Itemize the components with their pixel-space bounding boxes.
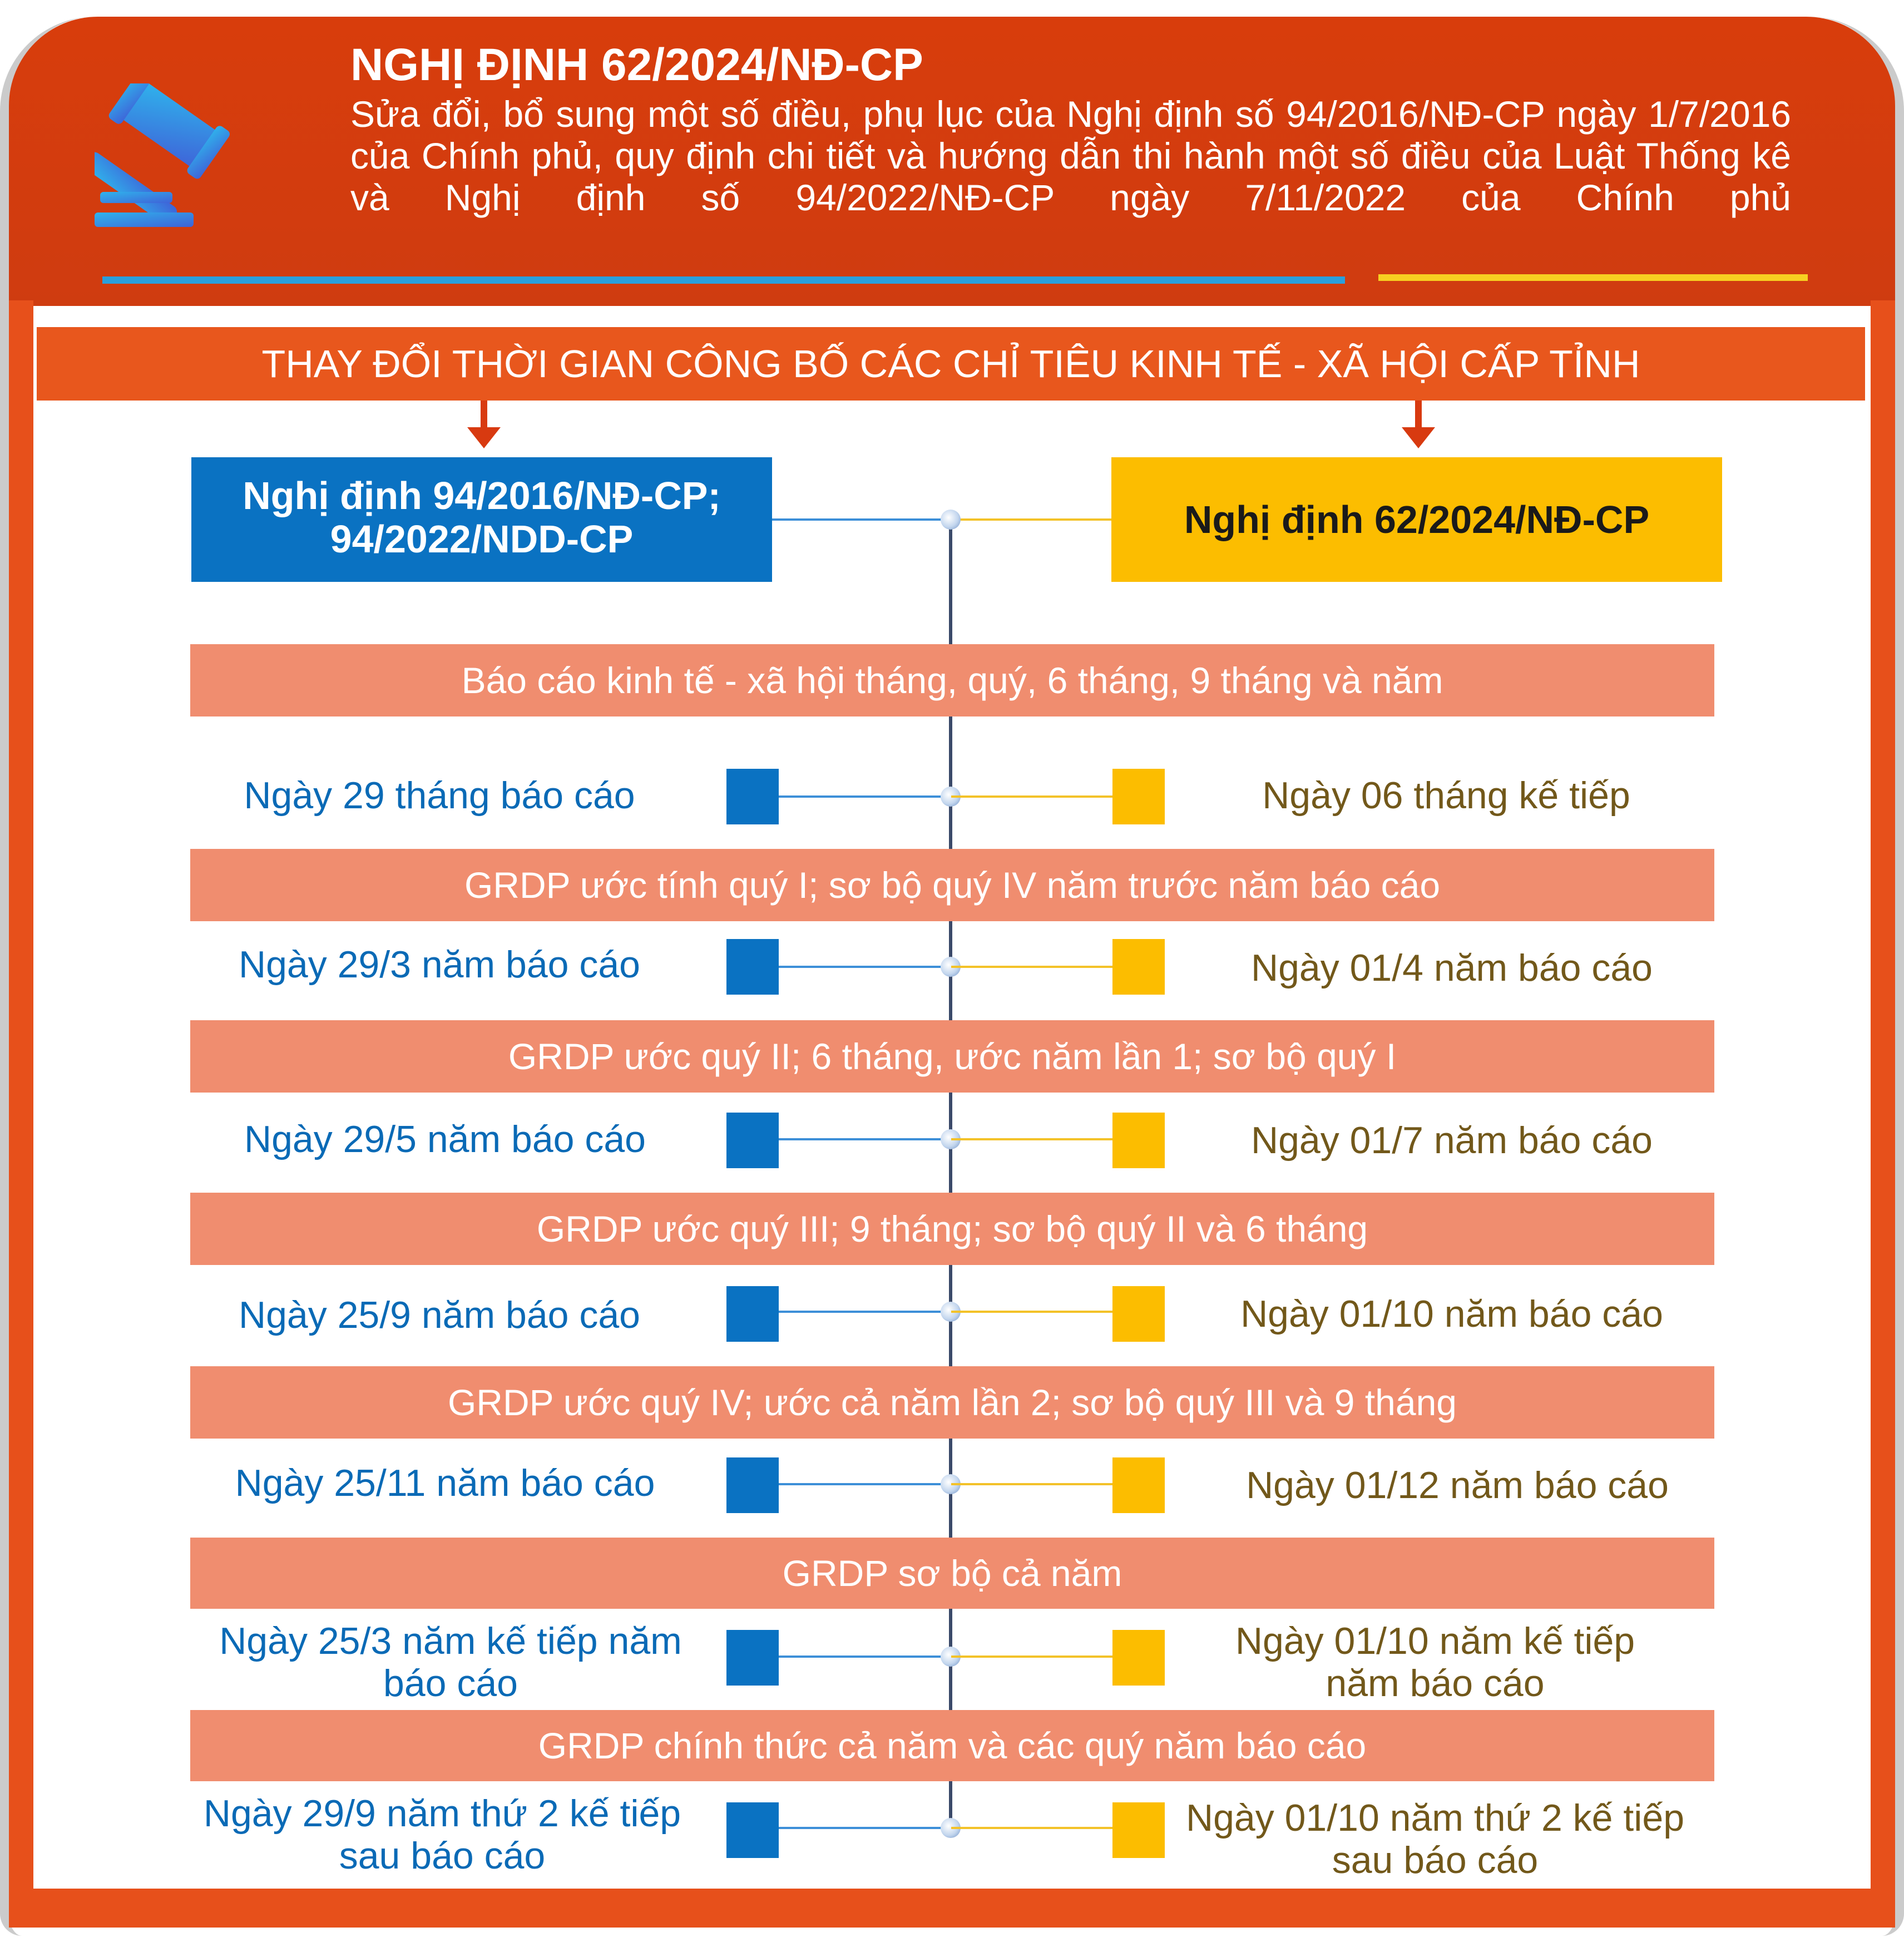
connector-new xyxy=(951,1827,1112,1829)
frame-bottom-bar xyxy=(9,1889,1895,1928)
new-date-label: Ngày 01/7 năm báo cáo xyxy=(1250,1119,1653,1162)
new-marker xyxy=(1112,939,1165,995)
section-banner: THAY ĐỔI THỜI GIAN CÔNG BỐ CÁC CHỈ TIÊU KINH TẾ - XÃ HỘI CẤP TỈNH xyxy=(37,327,1865,401)
old-date-label: Ngày 25/9 năm báo cáo xyxy=(238,1294,641,1336)
category-bar: GRDP sơ bộ cả năm xyxy=(190,1538,1714,1609)
old-marker xyxy=(726,1457,779,1513)
frame-left-border xyxy=(9,300,33,1891)
connector-new xyxy=(951,966,1112,968)
connector-old xyxy=(779,1138,950,1140)
gavel-icon xyxy=(95,83,306,239)
timeline-axis xyxy=(949,520,952,1833)
connector-new xyxy=(951,1311,1112,1313)
connector-old xyxy=(772,518,950,521)
old-date-label: Ngày 25/11 năm báo cáo xyxy=(235,1462,655,1504)
arrow-down-icon xyxy=(467,427,501,448)
category-bar: GRDP chính thức cả năm và các quý năm báo cáo xyxy=(190,1710,1714,1781)
new-marker xyxy=(1112,1113,1165,1168)
category-bar: GRDP ước quý II; 6 tháng, ước năm lần 1; sơ bộ quý I xyxy=(190,1020,1714,1093)
new-date-label: Ngày 01/10 năm thứ 2 kế tiếp sau báo cáo xyxy=(1185,1797,1685,1881)
arrow-down-icon xyxy=(1402,427,1435,448)
new-decree-header: Nghị định 62/2024/NĐ-CP xyxy=(1111,457,1722,582)
new-date-label: Ngày 06 tháng kế tiếp xyxy=(1262,774,1630,817)
new-marker xyxy=(1112,1457,1165,1513)
connector-old xyxy=(779,795,950,798)
frame-right-border xyxy=(1871,300,1895,1891)
timeline-node xyxy=(941,510,961,530)
connector-old xyxy=(779,1656,950,1658)
connector-new xyxy=(951,518,1111,521)
old-decree-header: Nghị định 94/2016/NĐ-CP; 94/2022/NDD-CP xyxy=(191,457,772,582)
old-marker xyxy=(726,769,779,824)
connector-old xyxy=(779,1483,950,1485)
connector-new xyxy=(951,795,1112,798)
new-marker xyxy=(1112,769,1165,824)
connector-new xyxy=(951,1138,1112,1140)
old-date-label: Ngày 29/5 năm báo cáo xyxy=(244,1118,646,1160)
connector-old xyxy=(779,966,950,968)
new-marker xyxy=(1112,1630,1165,1686)
old-date-label: Ngày 29 tháng báo cáo xyxy=(244,774,635,817)
new-marker xyxy=(1112,1286,1165,1342)
category-bar: Báo cáo kinh tế - xã hội tháng, quý, 6 tháng, 9 tháng và năm xyxy=(190,644,1714,716)
arrow-down-right-stem xyxy=(1415,401,1422,428)
new-marker xyxy=(1112,1802,1165,1858)
old-marker xyxy=(726,939,779,995)
header-divider-yellow xyxy=(1378,274,1808,281)
new-date-label: Ngày 01/12 năm báo cáo xyxy=(1246,1464,1669,1506)
page-subtitle: Sửa đổi, bổ sung một số điều, phụ lục của Nghị định số 94/2016/NĐ-CP ngày 1/7/2016 của Chính phủ, quy định chi tiết và hướng dẫn thi hành một số điều của Luật Thống kê và Nghị định số 94/2022/NĐ-CP ngày 7/11/2022 của Chính phủ xyxy=(350,93,1791,218)
new-date-label: Ngày 01/4 năm báo cáo xyxy=(1250,947,1653,989)
new-date-label: Ngày 01/10 năm kế tiếp năm báo cáo xyxy=(1235,1620,1635,1704)
old-marker xyxy=(726,1630,779,1686)
old-date-label: Ngày 29/9 năm thứ 2 kế tiếp sau báo cáo xyxy=(203,1792,681,1877)
category-bar: GRDP ước quý IV; ước cả năm lần 2; sơ bộ quý III và 9 tháng xyxy=(190,1366,1714,1439)
arrow-down-left-stem xyxy=(481,401,487,428)
category-bar: GRDP ước quý III; 9 tháng; sơ bộ quý II và 6 tháng xyxy=(190,1193,1714,1265)
page-title: NGHỊ ĐỊNH 62/2024/NĐ-CP xyxy=(350,39,923,90)
old-date-label: Ngày 25/3 năm kế tiếp năm báo cáo xyxy=(219,1620,682,1704)
connector-new xyxy=(951,1483,1112,1485)
old-marker xyxy=(726,1286,779,1342)
new-date-label: Ngày 01/10 năm báo cáo xyxy=(1240,1293,1663,1335)
category-bar: GRDP ước tính quý I; sơ bộ quý IV năm trước năm báo cáo xyxy=(190,849,1714,921)
connector-old xyxy=(779,1311,950,1313)
old-date-label: Ngày 29/3 năm báo cáo xyxy=(238,943,641,986)
connector-old xyxy=(779,1827,950,1829)
header-divider-blue xyxy=(102,276,1345,284)
old-marker xyxy=(726,1113,779,1168)
connector-new xyxy=(951,1656,1112,1658)
old-marker xyxy=(726,1802,779,1858)
